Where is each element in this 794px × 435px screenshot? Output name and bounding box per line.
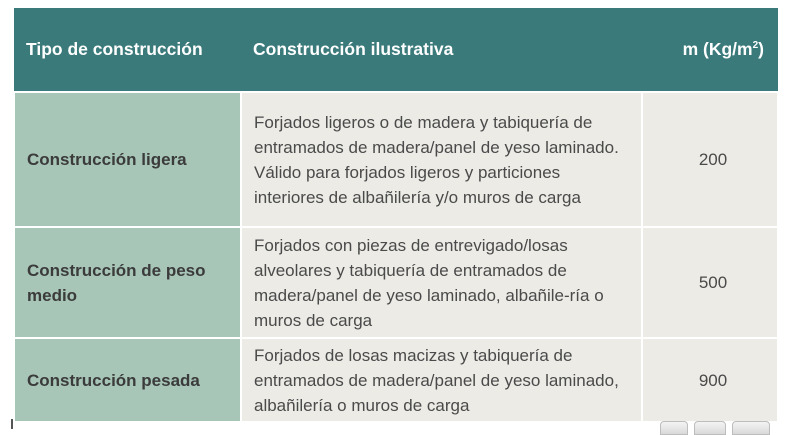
construction-type-cell: Construcción de peso medio bbox=[14, 227, 241, 338]
viewer-toolbar bbox=[660, 421, 794, 431]
header-mass-unit bbox=[642, 8, 778, 92]
toolbar-button[interactable] bbox=[732, 421, 770, 435]
table-header bbox=[14, 8, 778, 92]
header-mass-label: m (Kg/m bbox=[682, 38, 753, 59]
mass-value-cell: 500 bbox=[642, 227, 778, 338]
header-illustrative-construction: Construcción ilustrativa bbox=[241, 8, 642, 92]
construction-type-cell: Construcción pesada bbox=[14, 338, 241, 422]
mass-value-cell: 200 bbox=[642, 92, 778, 227]
construction-description-cell: Forjados ligeros o de madera y tabiquería de entramados de madera/panel de yeso laminado. Válido para forjados ligeros y particiones interiores de albañilería y/o muros de carga bbox=[241, 92, 642, 227]
header-mass-exponent: 2 bbox=[752, 39, 759, 51]
header-construction-type: Tipo de construcción bbox=[14, 8, 241, 92]
header-mass-close: ) bbox=[758, 38, 764, 59]
table-row bbox=[14, 338, 778, 422]
toolbar-button[interactable] bbox=[694, 421, 726, 435]
table-row bbox=[14, 92, 778, 227]
construction-type-cell: Construcción ligera bbox=[14, 92, 241, 227]
construction-description-cell: Forjados de losas macizas y tabiquería de entramados de madera/panel de yeso laminado, albañilería o muros de carga bbox=[241, 338, 642, 422]
mass-value-cell: 900 bbox=[642, 338, 778, 422]
construction-description-cell: Forjados con piezas de entrevigado/losas alveolares y tabiquería de entramados de madera/panel de yeso laminado, albañile-ría o muros de carga bbox=[241, 227, 642, 338]
page-edge-mark bbox=[11, 419, 13, 429]
header-row bbox=[14, 8, 778, 92]
toolbar-button[interactable] bbox=[660, 421, 688, 435]
construction-mass-table bbox=[13, 8, 779, 423]
table-row bbox=[14, 227, 778, 338]
